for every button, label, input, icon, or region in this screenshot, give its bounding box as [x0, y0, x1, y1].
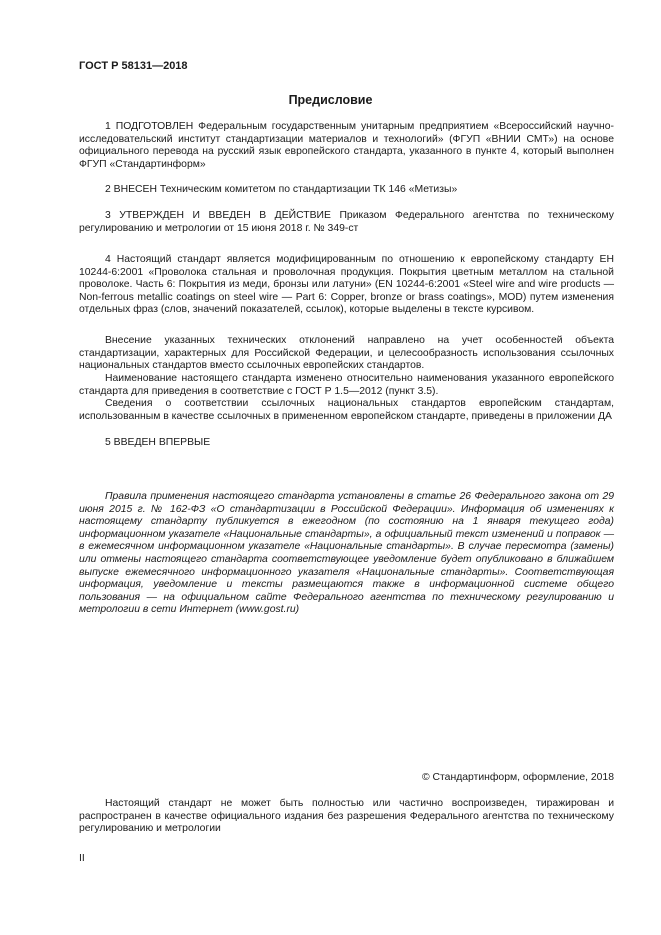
reproduction-notice: Настоящий стандарт не может быть полностью или частично воспроизведен, тиражирован и распространен в качестве официального издания без разрешения Федерального агентства по техническому регулированию и метрологии [79, 798, 614, 835]
page-title: Предисловие [288, 93, 373, 107]
standard-notice: Правила применения настоящего стандарта установлены в статье 26 Федерального закона от 29 июня 2015 г. № 162-ФЗ «О стандартизации в Российской Федерации». Информация об изменениях к настоящему стандарту публикуется в ежегодном (по состоянию на 1 января текущего года) информационном указателе «Национальные стандарты», а официальный текст изменений и поправок — в ежемесячном информационном указателе «Национальные стандарты». В случае пересмотра (замены) или отмены настоящего стандарта соответствующее уведомление будет опубликовано в ближайшем выпуске ежемесячного информационного указателя «Национальные стандарты». Соответствующая информация, уведомление и тексты размещаются также в информационной системе общего пользования — на официальном сайте Федерального агентства по техническому регулированию и метрологии в сети Интернет (www.gost.ru) [79, 491, 614, 616]
paragraph-4c: Наименование настоящего стандарта изменено относительно наименования указанного европейского стандарта для приведения в соответствие с ГОСТ Р 1.5—2012 (пункт 3.5). [79, 373, 614, 397]
paragraph-3: 3 УТВЕРЖДЕН И ВВЕДЕН В ДЕЙСТВИЕ Приказом Федерального агентства по техническому регулированию и метрологии от 15 июня 2018 г. № 349-ст [79, 210, 614, 234]
paragraph-4b: Внесение указанных технических отклонений направлено на учет особенностей объекта стандартизации, характерных для Российской Федерации, и целесообразность использования ссылочных национальных стандартов вместо ссылочных европейских стандартов. [79, 335, 614, 372]
paragraph-4: 4 Настоящий стандарт является модифицированным по отношению к европейскому стандарту ЕН 10244-6:2001 «Проволока стальная и проволочная продукция. Покрытия цветным металлом на стальной проволоке. Часть 6: Покрытия из меди, бронзы или латуни» (EN 10244-6:2001 «Steel wire and wire products — Non-ferrous metallic coatings on steel wire — Part 6: Copper, bronze or brass coatings», MOD) путем изменения отдельных фраз (слов, значений показателей, ссылок), которые выделены в тексте курсивом. [79, 254, 614, 316]
paragraph-2: 2 ВНЕСЕН Техническим комитетом по стандартизации ТК 146 «Метизы» [105, 184, 458, 195]
paragraph-4d: Сведения о соответствии ссылочных национальных стандартов европейским стандартам, использованным в качестве ссылочных в примененном европейском стандарте, приведены в приложении ДА [79, 398, 614, 422]
document-code: ГОСТ Р 58131—2018 [79, 60, 188, 72]
page-number: II [79, 853, 85, 864]
paragraph-1: 1 ПОДГОТОВЛЕН Федеральным государственным унитарным предприятием «Всероссийский научно-исследовательский институт стандартизации материалов и технологий» (ФГУП «ВНИИ СМТ») на основе официального перевода на русский язык европейского стандарта, указанного в пункте 4, который выполнен ФГУП «Стандартинформ» [79, 121, 614, 170]
paragraph-5: 5 ВВЕДЕН ВПЕРВЫЕ [105, 437, 211, 448]
copyright: © Стандартинформ, оформление, 2018 [421, 772, 614, 783]
